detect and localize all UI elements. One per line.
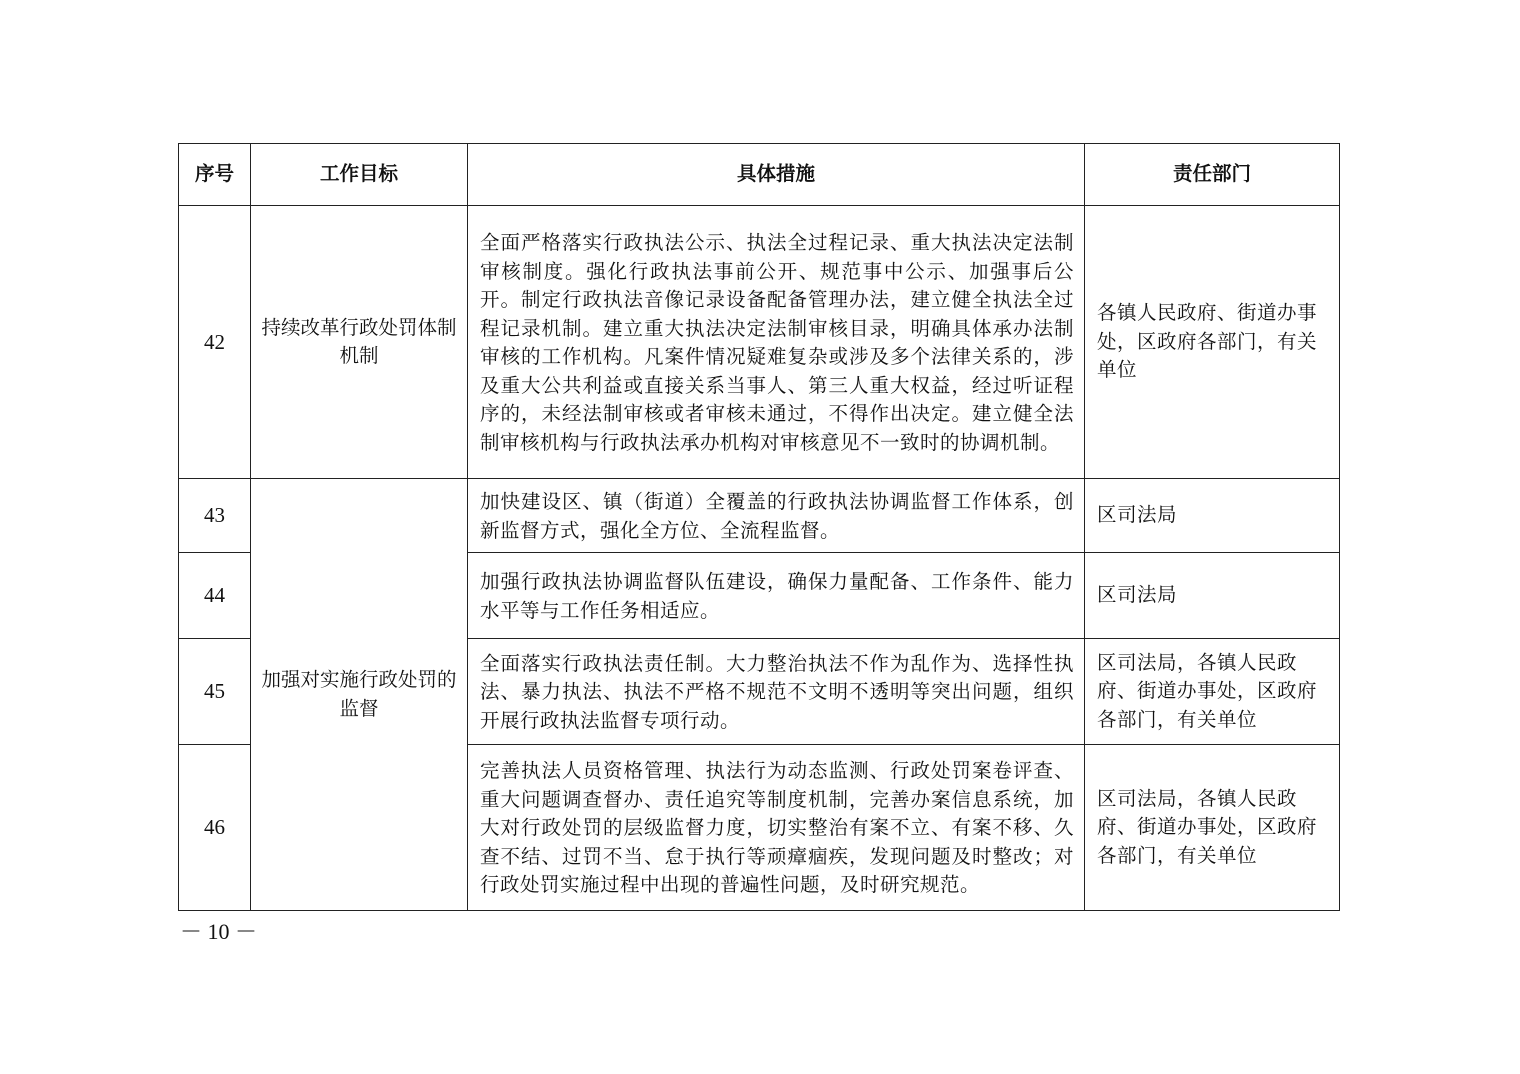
row-work-goal: 持续改革行政处罚体制机制 [251,206,468,479]
row-specific-measures: 全面落实行政执法责任制。大力整治执法不作为乱作为、选择性执法、暴力执法、执法不严格不规范不文明不透明等突出问题，组织开展行政执法监督专项行动。 [468,639,1085,745]
row-work-goal: 加强对实施行政处罚的监督 [251,479,468,911]
row-responsible-department: 区司法局 [1085,553,1340,639]
row-responsible-department: 区司法局，各镇人民政府、街道办事处，区政府各部门，有关单位 [1085,639,1340,745]
row-responsible-department: 各镇人民政府、街道办事处，区政府各部门，有关单位 [1085,206,1340,479]
row-serial-number: 46 [179,745,251,911]
header-responsible-department: 责任部门 [1085,144,1340,206]
row-specific-measures: 加强行政执法协调监督队伍建设，确保力量配备、工作条件、能力水平等与工作任务相适应。 [468,553,1085,639]
header-serial-number: 序号 [179,144,251,206]
row-serial-number: 42 [179,206,251,479]
row-responsible-department: 区司法局 [1085,479,1340,553]
page-number: － 10 － [180,919,258,944]
row-serial-number: 43 [179,479,251,553]
row-specific-measures: 完善执法人员资格管理、执法行为动态监测、行政处罚案卷评查、重大问题调查督办、责任追究等制度机制，完善办案信息系统，加大对行政处罚的层级监督力度，切实整治有案不立、有案不移、久查不结、过罚不当、怠于执行等顽瘴痼疾，发现问题及时整改；对行政处罚实施过程中出现的普遍性问题，及时研究规范。 [468,745,1085,911]
table-row [179,479,1340,553]
row-responsible-department: 区司法局，各镇人民政府、街道办事处，区政府各部门，有关单位 [1085,745,1340,911]
table-header-row [179,144,1340,206]
row-specific-measures: 全面严格落实行政执法公示、执法全过程记录、重大执法决定法制审核制度。强化行政执法事前公开、规范事中公示、加强事后公开。制定行政执法音像记录设备配备管理办法，建立健全执法全过程记录机制。建立重大执法决定法制审核目录，明确具体承办法制审核的工作机构。凡案件情况疑难复杂或涉及多个法律关系的，涉及重大公共利益或直接关系当事人、第三人重大权益，经过听证程序的，未经法制审核或者审核未通过，不得作出决定。建立健全法制审核机构与行政执法承办机构对审核意见不一致时的协调机制。 [468,206,1085,479]
table-row [179,206,1340,479]
measures-table [178,143,1340,911]
header-work-goal: 工作目标 [251,144,468,206]
row-specific-measures: 加快建设区、镇（街道）全覆盖的行政执法协调监督工作体系，创新监督方式，强化全方位、全流程监督。 [468,479,1085,553]
row-serial-number: 44 [179,553,251,639]
row-serial-number: 45 [179,639,251,745]
header-specific-measures: 具体措施 [468,144,1085,206]
